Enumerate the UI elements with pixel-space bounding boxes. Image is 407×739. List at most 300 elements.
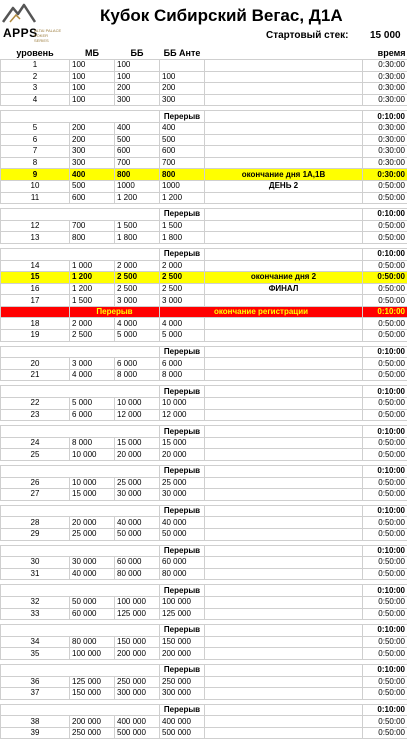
row-note: окончание дня 1А,1В <box>205 169 363 181</box>
bb-ante-value: 400 000 <box>160 716 205 728</box>
row-note <box>205 409 363 421</box>
bb-ante-value: 250 000 <box>160 676 205 688</box>
level-time: 0:50:00 <box>363 330 407 342</box>
small-blind-value: 150 000 <box>70 688 115 700</box>
level-number: 19 <box>1 330 70 342</box>
big-blind-value: 100 000 <box>115 596 160 608</box>
bb-ante-value: 2 500 <box>160 272 205 284</box>
big-blind-value: 400 <box>115 122 160 134</box>
small-blind-value: 100 000 <box>70 648 115 660</box>
bb-ante-value: 10 000 <box>160 398 205 410</box>
level-row <box>1 192 407 204</box>
empty-cell <box>1 386 160 398</box>
big-blind-value: 800 <box>115 169 160 181</box>
bb-ante-value: 25 000 <box>160 477 205 489</box>
break-row <box>1 426 407 438</box>
level-time: 0:30:00 <box>363 169 407 181</box>
level-time: 0:50:00 <box>363 180 407 192</box>
level-number: 15 <box>1 272 70 284</box>
empty-cell <box>205 346 363 358</box>
empty-cell <box>205 545 363 557</box>
level-time: 0:50:00 <box>363 398 407 410</box>
big-blind-value: 2 000 <box>115 260 160 272</box>
level-time: 0:50:00 <box>363 260 407 272</box>
level-row <box>1 94 407 106</box>
logo-subtitle-2: POKER SERIES <box>34 33 62 43</box>
empty-cell <box>1 664 160 676</box>
starting-stack-label: Стартовый стек: <box>266 30 349 41</box>
row-note <box>205 192 363 204</box>
small-blind-value: 4 000 <box>70 369 115 381</box>
level-number: 24 <box>1 437 70 449</box>
break-row <box>1 664 407 676</box>
big-blind-value: 100 <box>115 71 160 83</box>
small-blind-value: 200 <box>70 122 115 134</box>
row-note <box>205 437 363 449</box>
empty-cell <box>205 664 363 676</box>
bb-ante-value: 1000 <box>160 180 205 192</box>
level-number: 20 <box>1 358 70 370</box>
bb-ante-value: 30 000 <box>160 489 205 501</box>
small-blind-value: 125 000 <box>70 676 115 688</box>
row-note <box>205 596 363 608</box>
level-time: 0:50:00 <box>363 283 407 295</box>
break-label: Перерыв <box>160 545 205 557</box>
level-time: 0:30:00 <box>363 94 407 106</box>
bb-ante-value: 4 000 <box>160 318 205 330</box>
column-header-small-blind: МБ <box>70 46 115 60</box>
break-time: 0:10:00 <box>363 426 407 438</box>
small-blind-value: 1 500 <box>70 295 115 307</box>
row-note <box>205 83 363 95</box>
level-number: 4 <box>1 94 70 106</box>
row-note <box>205 568 363 580</box>
empty-cell <box>1 505 160 517</box>
bb-ante-value: 15 000 <box>160 437 205 449</box>
level-row <box>1 71 407 83</box>
level-time: 0:50:00 <box>363 596 407 608</box>
bb-ante-value: 3 000 <box>160 295 205 307</box>
level-time: 0:30:00 <box>363 146 407 158</box>
small-blind-value: 400 <box>70 169 115 181</box>
small-blind-value: 1 200 <box>70 283 115 295</box>
big-blind-value: 2 500 <box>115 272 160 284</box>
level-number: 18 <box>1 318 70 330</box>
empty-cell <box>1 585 160 597</box>
small-blind-value: 700 <box>70 220 115 232</box>
row-note <box>205 489 363 501</box>
bb-ante-value <box>160 60 205 72</box>
level-time: 0:50:00 <box>363 437 407 449</box>
level-number: 10 <box>1 180 70 192</box>
level-row <box>1 449 407 461</box>
level-row <box>1 83 407 95</box>
bb-ante-value: 2 500 <box>160 283 205 295</box>
small-blind-value: 500 <box>70 180 115 192</box>
row-note <box>205 358 363 370</box>
big-blind-value: 125 000 <box>115 608 160 620</box>
level-number: 16 <box>1 283 70 295</box>
level-number: 21 <box>1 369 70 381</box>
table-header-row <box>1 46 407 60</box>
big-blind-value: 300 000 <box>115 688 160 700</box>
bb-ante-value: 150 000 <box>160 636 205 648</box>
level-row <box>1 557 407 569</box>
bb-ante-value: 300 <box>160 94 205 106</box>
empty-cell <box>1 625 160 637</box>
level-time: 0:50:00 <box>363 192 407 204</box>
bb-ante-value: 12 000 <box>160 409 205 421</box>
level-time: 0:50:00 <box>363 608 407 620</box>
level-number: 1 <box>1 60 70 72</box>
break-time: 0:10:00 <box>363 664 407 676</box>
bb-ante-value: 6 000 <box>160 358 205 370</box>
big-blind-value: 40 000 <box>115 517 160 529</box>
bb-ante-value: 60 000 <box>160 557 205 569</box>
small-blind-value: 200 000 <box>70 716 115 728</box>
level-time: 0:30:00 <box>363 134 407 146</box>
row-note: ФИНАЛ <box>205 283 363 295</box>
empty-cell <box>205 386 363 398</box>
bb-ante-value: 100 <box>160 71 205 83</box>
big-blind-value: 300 <box>115 94 160 106</box>
bb-ante-value: 700 <box>160 157 205 169</box>
level-time: 0:50:00 <box>363 272 407 284</box>
level-row <box>1 169 407 181</box>
level-time: 0:50:00 <box>363 369 407 381</box>
bb-ante-value: 1 200 <box>160 192 205 204</box>
break-row <box>1 466 407 478</box>
break-label: Перерыв <box>160 426 205 438</box>
small-blind-value: 300 <box>70 146 115 158</box>
level-row <box>1 398 407 410</box>
break-time: 0:10:00 <box>363 704 407 716</box>
row-note <box>205 528 363 540</box>
row-note <box>205 557 363 569</box>
bb-ante-value: 400 <box>160 122 205 134</box>
level-number: 39 <box>1 727 70 739</box>
small-blind-value: 50 000 <box>70 596 115 608</box>
big-blind-value: 1 200 <box>115 192 160 204</box>
big-blind-value: 200 <box>115 83 160 95</box>
break-row <box>1 704 407 716</box>
small-blind-value: 5 000 <box>70 398 115 410</box>
column-header-notes <box>205 46 363 60</box>
starting-stack-value: 15 000 <box>370 30 401 41</box>
small-blind-value: 60 000 <box>70 608 115 620</box>
logo-text: APPS <box>3 26 38 40</box>
row-note <box>205 94 363 106</box>
level-row <box>1 134 407 146</box>
level-row <box>1 60 407 72</box>
empty-cell <box>1 426 160 438</box>
row-note <box>205 318 363 330</box>
level-row <box>1 180 407 192</box>
blind-table-body <box>1 46 407 739</box>
big-blind-value: 12 000 <box>115 409 160 421</box>
level-row <box>1 146 407 158</box>
big-blind-value: 80 000 <box>115 568 160 580</box>
bb-ante-value: 200 000 <box>160 648 205 660</box>
level-row <box>1 437 407 449</box>
empty-cell <box>1 466 160 478</box>
big-blind-value: 6 000 <box>115 358 160 370</box>
level-time: 0:30:00 <box>363 60 407 72</box>
big-blind-value: 1000 <box>115 180 160 192</box>
bb-ante-value: 500 <box>160 134 205 146</box>
bb-ante-value: 100 000 <box>160 596 205 608</box>
level-number: 35 <box>1 648 70 660</box>
blind-table-wrapper <box>0 46 407 739</box>
empty-cell <box>205 111 363 123</box>
break-time: 0:10:00 <box>363 585 407 597</box>
big-blind-value: 400 000 <box>115 716 160 728</box>
small-blind-value: 25 000 <box>70 528 115 540</box>
level-time: 0:50:00 <box>363 688 407 700</box>
column-header-level: уровень <box>1 46 70 60</box>
empty-cell <box>205 505 363 517</box>
tournament-title: Кубок Сибирский Вегас, Д1А <box>100 6 343 26</box>
empty-cell <box>1 306 70 318</box>
level-number: 22 <box>1 398 70 410</box>
bb-ante-value: 1 500 <box>160 220 205 232</box>
small-blind-value: 100 <box>70 94 115 106</box>
bb-ante-value: 1 800 <box>160 232 205 244</box>
level-number: 11 <box>1 192 70 204</box>
level-time: 0:50:00 <box>363 557 407 569</box>
level-row <box>1 727 407 739</box>
break-row <box>1 545 407 557</box>
break-time: 0:10:00 <box>363 209 407 221</box>
level-number: 23 <box>1 409 70 421</box>
level-number: 7 <box>1 146 70 158</box>
level-time: 0:50:00 <box>363 528 407 540</box>
small-blind-value: 1 200 <box>70 272 115 284</box>
empty-cell <box>205 248 363 260</box>
registration-close-break-row <box>1 306 407 318</box>
level-number: 38 <box>1 716 70 728</box>
empty-cell <box>205 209 363 221</box>
row-note: окончание регистрации <box>160 306 363 318</box>
level-row <box>1 122 407 134</box>
row-note <box>205 134 363 146</box>
level-time: 0:50:00 <box>363 318 407 330</box>
big-blind-value: 1 500 <box>115 220 160 232</box>
level-number: 30 <box>1 557 70 569</box>
level-time: 0:50:00 <box>363 477 407 489</box>
row-note <box>205 330 363 342</box>
level-row <box>1 716 407 728</box>
level-number: 36 <box>1 676 70 688</box>
level-number: 5 <box>1 122 70 134</box>
level-row <box>1 272 407 284</box>
bb-ante-value: 2 000 <box>160 260 205 272</box>
small-blind-value: 20 000 <box>70 517 115 529</box>
level-number: 3 <box>1 83 70 95</box>
break-label: Перерыв <box>160 346 205 358</box>
column-header-big-blind: ББ <box>115 46 160 60</box>
level-number: 8 <box>1 157 70 169</box>
level-time: 0:50:00 <box>363 409 407 421</box>
level-time: 0:50:00 <box>363 358 407 370</box>
empty-cell <box>205 704 363 716</box>
empty-cell <box>1 111 160 123</box>
level-number: 31 <box>1 568 70 580</box>
break-time: 0:10:00 <box>363 545 407 557</box>
empty-cell <box>1 346 160 358</box>
level-row <box>1 517 407 529</box>
small-blind-value: 15 000 <box>70 489 115 501</box>
level-time: 0:50:00 <box>363 716 407 728</box>
empty-cell <box>1 545 160 557</box>
level-row <box>1 608 407 620</box>
break-time: 0:10:00 <box>363 248 407 260</box>
level-number: 12 <box>1 220 70 232</box>
empty-cell <box>1 248 160 260</box>
break-row <box>1 346 407 358</box>
row-note <box>205 260 363 272</box>
small-blind-value: 40 000 <box>70 568 115 580</box>
break-label: Перерыв <box>160 664 205 676</box>
level-time: 0:30:00 <box>363 83 407 95</box>
big-blind-value: 200 000 <box>115 648 160 660</box>
level-row <box>1 260 407 272</box>
small-blind-value: 3 000 <box>70 358 115 370</box>
level-number: 33 <box>1 608 70 620</box>
row-note <box>205 146 363 158</box>
big-blind-value: 4 000 <box>115 318 160 330</box>
level-time: 0:50:00 <box>363 295 407 307</box>
bb-ante-value: 125 000 <box>160 608 205 620</box>
row-note <box>205 220 363 232</box>
row-note <box>205 608 363 620</box>
level-time: 0:50:00 <box>363 517 407 529</box>
level-row <box>1 648 407 660</box>
bb-ante-value: 600 <box>160 146 205 158</box>
row-note <box>205 477 363 489</box>
empty-cell <box>205 625 363 637</box>
break-row <box>1 248 407 260</box>
break-label: Перерыв <box>70 306 160 318</box>
empty-cell <box>205 466 363 478</box>
break-label: Перерыв <box>160 248 205 260</box>
bb-ante-value: 50 000 <box>160 528 205 540</box>
small-blind-value: 100 <box>70 71 115 83</box>
level-time: 0:30:00 <box>363 71 407 83</box>
big-blind-value: 2 500 <box>115 283 160 295</box>
small-blind-value: 100 <box>70 83 115 95</box>
small-blind-value: 200 <box>70 134 115 146</box>
mountain-logo-icon <box>2 2 36 26</box>
level-number: 14 <box>1 260 70 272</box>
small-blind-value: 300 <box>70 157 115 169</box>
break-row <box>1 386 407 398</box>
bb-ante-value: 200 <box>160 83 205 95</box>
break-label: Перерыв <box>160 209 205 221</box>
level-row <box>1 688 407 700</box>
bb-ante-value: 300 000 <box>160 688 205 700</box>
row-note <box>205 369 363 381</box>
level-number: 2 <box>1 71 70 83</box>
row-note <box>205 688 363 700</box>
row-note <box>205 71 363 83</box>
big-blind-value: 3 000 <box>115 295 160 307</box>
level-number: 34 <box>1 636 70 648</box>
break-time: 0:10:00 <box>363 466 407 478</box>
level-time: 0:50:00 <box>363 568 407 580</box>
level-time: 0:50:00 <box>363 636 407 648</box>
level-row <box>1 157 407 169</box>
small-blind-value: 800 <box>70 232 115 244</box>
small-blind-value: 100 <box>70 60 115 72</box>
break-label: Перерыв <box>160 466 205 478</box>
bb-ante-value: 40 000 <box>160 517 205 529</box>
small-blind-value: 30 000 <box>70 557 115 569</box>
bb-ante-value: 500 000 <box>160 727 205 739</box>
big-blind-value: 500 000 <box>115 727 160 739</box>
empty-cell <box>1 209 160 221</box>
level-row <box>1 369 407 381</box>
big-blind-value: 500 <box>115 134 160 146</box>
level-time: 0:50:00 <box>363 676 407 688</box>
row-note <box>205 676 363 688</box>
level-time: 0:30:00 <box>363 157 407 169</box>
row-note <box>205 716 363 728</box>
row-note <box>205 232 363 244</box>
break-row <box>1 625 407 637</box>
blind-structure-table <box>0 46 407 739</box>
row-note <box>205 295 363 307</box>
level-row <box>1 330 407 342</box>
small-blind-value: 1 000 <box>70 260 115 272</box>
level-number: 13 <box>1 232 70 244</box>
bb-ante-value: 5 000 <box>160 330 205 342</box>
big-blind-value: 1 800 <box>115 232 160 244</box>
level-row <box>1 220 407 232</box>
level-row <box>1 596 407 608</box>
level-number: 28 <box>1 517 70 529</box>
level-row <box>1 636 407 648</box>
small-blind-value: 250 000 <box>70 727 115 739</box>
break-time: 0:10:00 <box>363 111 407 123</box>
small-blind-value: 2 500 <box>70 330 115 342</box>
apps-logo <box>2 2 62 42</box>
level-time: 0:30:00 <box>363 122 407 134</box>
level-time: 0:50:00 <box>363 220 407 232</box>
break-time: 0:10:00 <box>363 306 407 318</box>
column-header-time: время <box>363 46 407 60</box>
level-number: 37 <box>1 688 70 700</box>
row-note <box>205 60 363 72</box>
bb-ante-value: 8 000 <box>160 369 205 381</box>
level-number: 27 <box>1 489 70 501</box>
big-blind-value: 25 000 <box>115 477 160 489</box>
break-label: Перерыв <box>160 111 205 123</box>
big-blind-value: 30 000 <box>115 489 160 501</box>
big-blind-value: 600 <box>115 146 160 158</box>
small-blind-value: 2 000 <box>70 318 115 330</box>
break-row <box>1 505 407 517</box>
empty-cell <box>205 585 363 597</box>
break-row <box>1 209 407 221</box>
level-row <box>1 676 407 688</box>
bb-ante-value: 20 000 <box>160 449 205 461</box>
row-note <box>205 122 363 134</box>
big-blind-value: 150 000 <box>115 636 160 648</box>
level-number: 26 <box>1 477 70 489</box>
level-number: 6 <box>1 134 70 146</box>
level-time: 0:50:00 <box>363 727 407 739</box>
